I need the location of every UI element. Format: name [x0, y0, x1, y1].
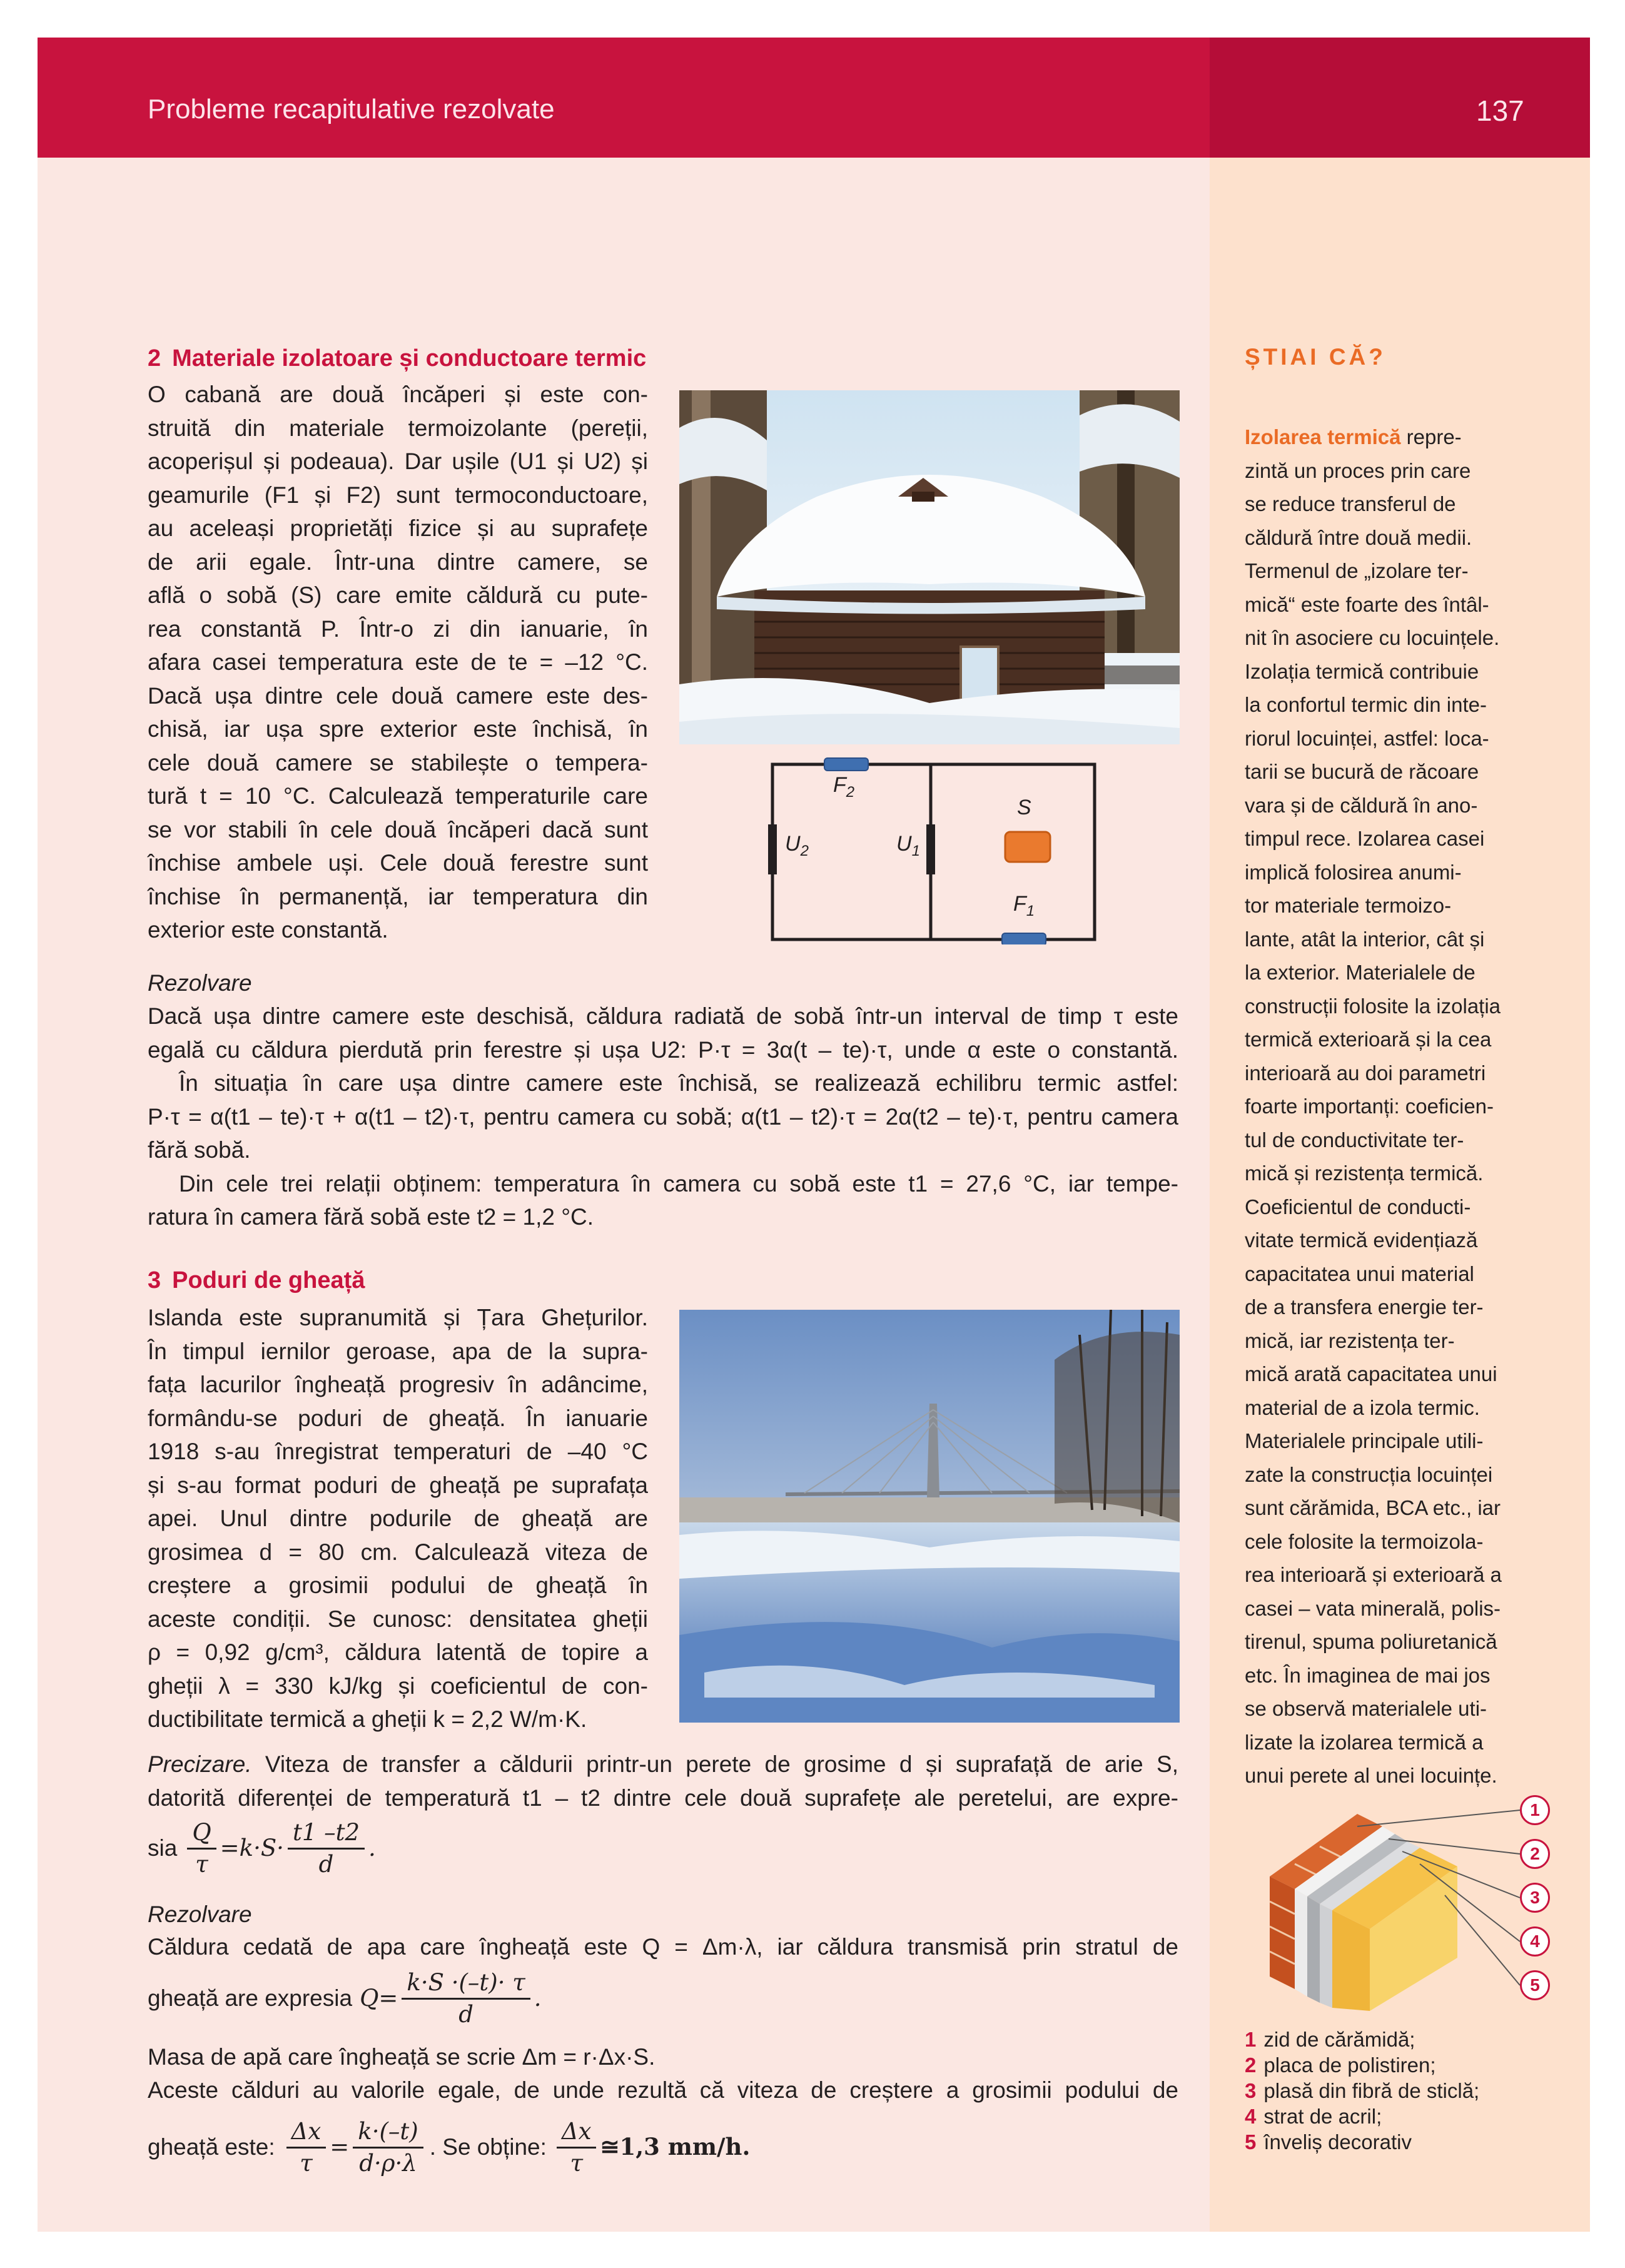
sidebar-line: termică exterioară și la cea	[1245, 1028, 1492, 1051]
formula-fraction: $\frac{k\cdot(-t)}{d\cdot\rho\cdot\lambda}$	[353, 2117, 423, 2179]
statement-line: tură t = 10 °C. Calculează temperaturile care	[148, 783, 648, 809]
sidebar-highlight: Izolarea termică	[1245, 425, 1401, 448]
sidebar-line: zate la construcția locuinței	[1245, 1462, 1493, 1486]
label-u1: $U_1$	[896, 832, 920, 859]
problem-2-solution	[148, 1000, 1178, 1234]
sidebar-line: tul de conductivitate ter-	[1245, 1128, 1464, 1152]
statement-line: închise ambele uși. Cele două ferestre sunt	[148, 850, 648, 876]
wall-marker-4: 4	[1520, 1926, 1550, 1957]
sidebar-line: mică, iar rezistența ter-	[1245, 1329, 1455, 1352]
solution-line: Din cele trei relații obținem: temperatura în camera cu sobă este t1 = 27,6 °C, iar tempe-	[179, 1170, 1178, 1197]
statement-line: 1918 s-au înregistrat temperaturi de –40 °C	[148, 1439, 648, 1464]
sidebar-line: sunt cărămida, BCA etc., iar	[1245, 1496, 1501, 1519]
solution-line: egală cu căldura pierdută prin ferestre și ușa U2: P·τ = 3α(t – te)·τ, unde α este o constantă.	[148, 1036, 1178, 1063]
sidebar-line: timpul rece. Izolarea casei	[1245, 827, 1485, 850]
header-title: Probleme recapitulative rezolvate	[148, 94, 555, 124]
sidebar-line: riorul locuinței, astfel: loca-	[1245, 726, 1489, 750]
formula-fraction: $\frac{Q}{\tau}$	[187, 1818, 216, 1880]
problem-title-text: Poduri de gheață	[172, 1267, 365, 1293]
cabin-snow-photo	[679, 390, 1180, 744]
sidebar-line: casei – vata minerală, polis-	[1245, 1596, 1501, 1620]
sidebar-line: căldură între două medii.	[1245, 525, 1472, 549]
cabin-schematic-diagram	[763, 751, 1101, 944]
statement-line: ductibilitate termică a gheții k = 2,2 W/m·K.	[148, 1706, 587, 1732]
sidebar-line: Materialele principale utili-	[1245, 1429, 1484, 1452]
statement-line: gheții λ = 330 kJ/kg și coeficientul de con-	[148, 1673, 648, 1699]
statement-line: apei. Unul dintre podurile de gheață are	[148, 1506, 648, 1531]
statement-line: geamurile (F1 și F2) sunt termoconductoare,	[148, 482, 648, 508]
sidebar-line: material de a izola termic.	[1245, 1395, 1480, 1419]
problem-2-statement	[148, 378, 648, 947]
legend-item: 5 înveliș decorativ	[1245, 2130, 1412, 2154]
statement-line: Dacă ușa dintre cele două camere este des-	[148, 682, 648, 709]
solution-line: Căldura cedată de apa care îngheață este Q = Δm·λ, iar căldura transmisă prin stratul de	[148, 1934, 1178, 1960]
sidebar-line: se observă materialele uti-	[1245, 1697, 1487, 1720]
sidebar-line: vara și de căldură în ano-	[1245, 793, 1478, 817]
sidebar-text	[1245, 420, 1545, 1793]
legend-item: 4 strat de acril;	[1245, 2105, 1382, 2128]
ice-bridge-photo	[679, 1310, 1180, 1723]
statement-line: fața lacurilor îngheață progresiv în adâncime,	[148, 1372, 648, 1397]
window-f2	[824, 758, 868, 771]
window-f1	[1002, 933, 1046, 944]
result-value: ≅1,3 mm/h.	[600, 2133, 751, 2161]
sidebar-line: capacitatea unui material	[1245, 1262, 1474, 1285]
door-u1	[926, 824, 935, 874]
statement-line: acoperișul și podeaua). Dar ușile (U1 și U2) și	[148, 448, 648, 474]
legend-item: 2 placa de polistiren;	[1245, 2053, 1436, 2077]
problem-title-text: Materiale izolatoare și conductoare termic	[172, 345, 647, 372]
wall-marker-2: 2	[1520, 1839, 1550, 1869]
sidebar-line: lante, atât la interior, cât și	[1245, 927, 1485, 951]
sidebar-line: rea interioară și exterioară a	[1245, 1563, 1502, 1586]
precizare-paragraph	[148, 1748, 1178, 1815]
formula-fraction: $\frac{t1 -t2}{d}$	[288, 1818, 365, 1880]
formula-fraction: $\frac{k\cdot S \cdot(-t)\cdot \tau}{d}$	[402, 1968, 530, 2030]
solution-label: Rezolvare	[148, 1901, 252, 1927]
statement-line: și s-au format poduri de gheață pe suprafața	[148, 1472, 648, 1498]
problem-2-title	[148, 345, 646, 372]
stove-s	[1005, 832, 1050, 862]
problem-3-title	[148, 1267, 365, 1294]
solution-line: P·τ = α(t1 – te)·τ + α(t1 – t2)·τ, pentru camera cu sobă; α(t1 – t2)·τ = 2α(t2 – te)·τ, pentru camera	[148, 1103, 1178, 1130]
formula-fraction: $\frac{\Delta x}{\tau}$	[557, 2117, 597, 2179]
solution-line: fără sobă.	[148, 1137, 251, 1163]
statement-line: închise în permanență, iar temperatura din	[148, 883, 648, 909]
statement-line: află o sobă (S) care emite căldură cu pute-	[148, 582, 648, 608]
statement-line: formându-se poduri de gheață. În ianuarie	[148, 1405, 648, 1431]
sidebar-line: unui perete al unei locuințe.	[1245, 1764, 1497, 1787]
sidebar-line: interioară au doi parametri	[1245, 1061, 1486, 1085]
wall-marker-1: 1	[1520, 1795, 1550, 1825]
sidebar-line: foarte importanți: coeficien-	[1245, 1095, 1494, 1118]
label-s: S	[1017, 796, 1031, 819]
sidebar-line: la exterior. Materialele de	[1245, 961, 1476, 984]
solution-line: ratura în camera fără sobă este t2 = 1,2 °C.	[148, 1204, 594, 1230]
sidebar-line: tor materiale termoizo-	[1245, 894, 1452, 917]
solution-label: Rezolvare	[148, 970, 252, 996]
formula-heat-transmitted: gheață are expresia Q= $\frac{k\cdot S \cdot(-t)\cdot \tau}{d}$ .	[148, 1964, 541, 2033]
wall-marker-3: 3	[1520, 1883, 1550, 1913]
statement-line: O cabană are două încăperi și este con-	[148, 382, 648, 407]
sidebar-line: mică arată capacitatea unui	[1245, 1362, 1497, 1385]
problem-3-statement	[148, 1301, 648, 1736]
statement-line: de arii egale. Într-una dintre camere, se	[148, 549, 648, 575]
precizare-line: datorită diferenței de temperatură t1 – t2 dintre cele două suprafețe ale peretelui, are expre-	[148, 1785, 1178, 1811]
sidebar-line: etc. În imaginea de mai jos	[1245, 1663, 1491, 1687]
sidebar-line: cele folosite la termoizola-	[1245, 1529, 1484, 1553]
legend-item: 1 zid de cărămidă;	[1245, 2028, 1415, 2051]
label-f2: $F_2$	[833, 773, 855, 801]
statement-line: au aceleași proprietăți fizice și au suprafețe	[148, 515, 648, 541]
statement-line: chisă, iar ușa spre exterior este închisă, în	[148, 716, 648, 742]
statement-line: creștere a grosimii podului de gheață în	[148, 1572, 648, 1598]
sidebar-line: Termenul de „izolare ter-	[1245, 559, 1469, 582]
statement-line: aceste condiții. Se cunosc: densitatea gheții	[148, 1606, 648, 1632]
sidebar-line: Izolarea termică repre-	[1245, 425, 1462, 448]
statement-line: ρ = 0,92 g/cm³, căldura latentă de topire a	[148, 1639, 648, 1665]
statement-line: exterior este constantă.	[148, 917, 388, 943]
sidebar-line: Coeficientul de conducti-	[1245, 1195, 1471, 1218]
statement-line: grosimea d = 80 cm. Calculează viteza de	[148, 1539, 648, 1565]
sidebar-title: ȘTIAI CĂ?	[1245, 344, 1386, 370]
sidebar-line: tarii se bucură de răcoare	[1245, 760, 1479, 783]
sidebar-line: Izolația termică contribuie	[1245, 659, 1479, 683]
wall-marker-5: 5	[1520, 1970, 1550, 2000]
statement-line: struită din materiale termoizolante (pereții,	[148, 415, 648, 441]
label-f1: $F_1$	[1013, 892, 1035, 919]
sidebar-line: tirenul, spuma poliuretanică	[1245, 1630, 1497, 1653]
statement-line: rea constantă P. Într-o zi din ianuarie, în	[148, 615, 648, 642]
sidebar-line: vitate termică evidențiază	[1245, 1228, 1478, 1252]
legend-item: 3 plasă din fibră de sticlă;	[1245, 2079, 1480, 2102]
sidebar-line: la confortul termic din inte-	[1245, 693, 1487, 716]
sidebar-line: construcții folosite la izolația	[1245, 994, 1501, 1018]
problem-number: 3	[148, 1267, 161, 1293]
statement-line: se vor stabili în cele două încăperi dacă sunt	[148, 816, 648, 843]
statement-line: În timpul iernilor geroase, apa de la supra-	[148, 1338, 648, 1364]
problem-number: 2	[148, 345, 161, 372]
formula-heat-rate: sia $\frac{Q}{\tau}$ =k·S· $\frac{t1 -t2}{d}$ .	[148, 1814, 376, 1883]
formula-growth-rate: gheață este: $\frac{\Delta x}{\tau}$ = $\frac{k\cdot(-t)}{d\cdot\rho\cdot\lambda}$ . Se obține: $\frac{\Delta x}{\tau}$ ≅1,3 mm/h.	[148, 2112, 750, 2183]
sidebar-line: mică“ este foarte des întâl-	[1245, 592, 1489, 616]
sidebar-line: de a transfera energie ter-	[1245, 1295, 1484, 1319]
precizare-label: Precizare.	[148, 1751, 252, 1777]
sidebar-line: implică folosirea anumi-	[1245, 860, 1462, 884]
sidebar-line: zintă un proces prin care	[1245, 458, 1471, 482]
statement-line: cele două camere se stabilește o tempera-	[148, 749, 648, 776]
sidebar-line: mică și rezistența termică.	[1245, 1162, 1484, 1185]
solution-line: Aceste călduri au valorile egale, de unde rezultă că viteza de creștere a grosimii podului de	[148, 2077, 1178, 2103]
solution-line: Dacă ușa dintre camere este deschisă, căldura radiată de sobă într-un interval de timp τ este	[148, 1003, 1178, 1029]
wall-insulation-illustration	[1263, 1801, 1557, 2014]
formula-fraction: $\frac{\Delta x}{\tau}$	[286, 2117, 327, 2179]
sidebar-line: se reduce transferul de	[1245, 492, 1456, 515]
statement-line: Islanda este supranumită și Țara Ghețurilor.	[148, 1305, 648, 1330]
precizare-line: Precizare. Viteza de transfer a căldurii printr-un perete de grosime d și suprafață de arie S,	[148, 1751, 1179, 1777]
statement-line: afara casei temperatura este de te = –12 °C.	[148, 649, 648, 675]
solution-line: În situația în care ușa dintre camere este închisă, se realizează echilibru termic astfel:	[179, 1070, 1178, 1096]
label-u2: $U_2$	[785, 832, 809, 859]
door-u2	[768, 824, 777, 874]
solution-line: Masa de apă care îngheață se scrie Δm = r·Δx·S.	[148, 2044, 656, 2070]
sidebar-line: lizate la izolarea termică a	[1245, 1730, 1484, 1754]
page-number: 137	[1476, 94, 1524, 127]
sidebar-line: nit în asociere cu locuințele.	[1245, 626, 1500, 649]
header-bar-side	[1210, 38, 1590, 158]
wall-legend	[1245, 2027, 1479, 2155]
